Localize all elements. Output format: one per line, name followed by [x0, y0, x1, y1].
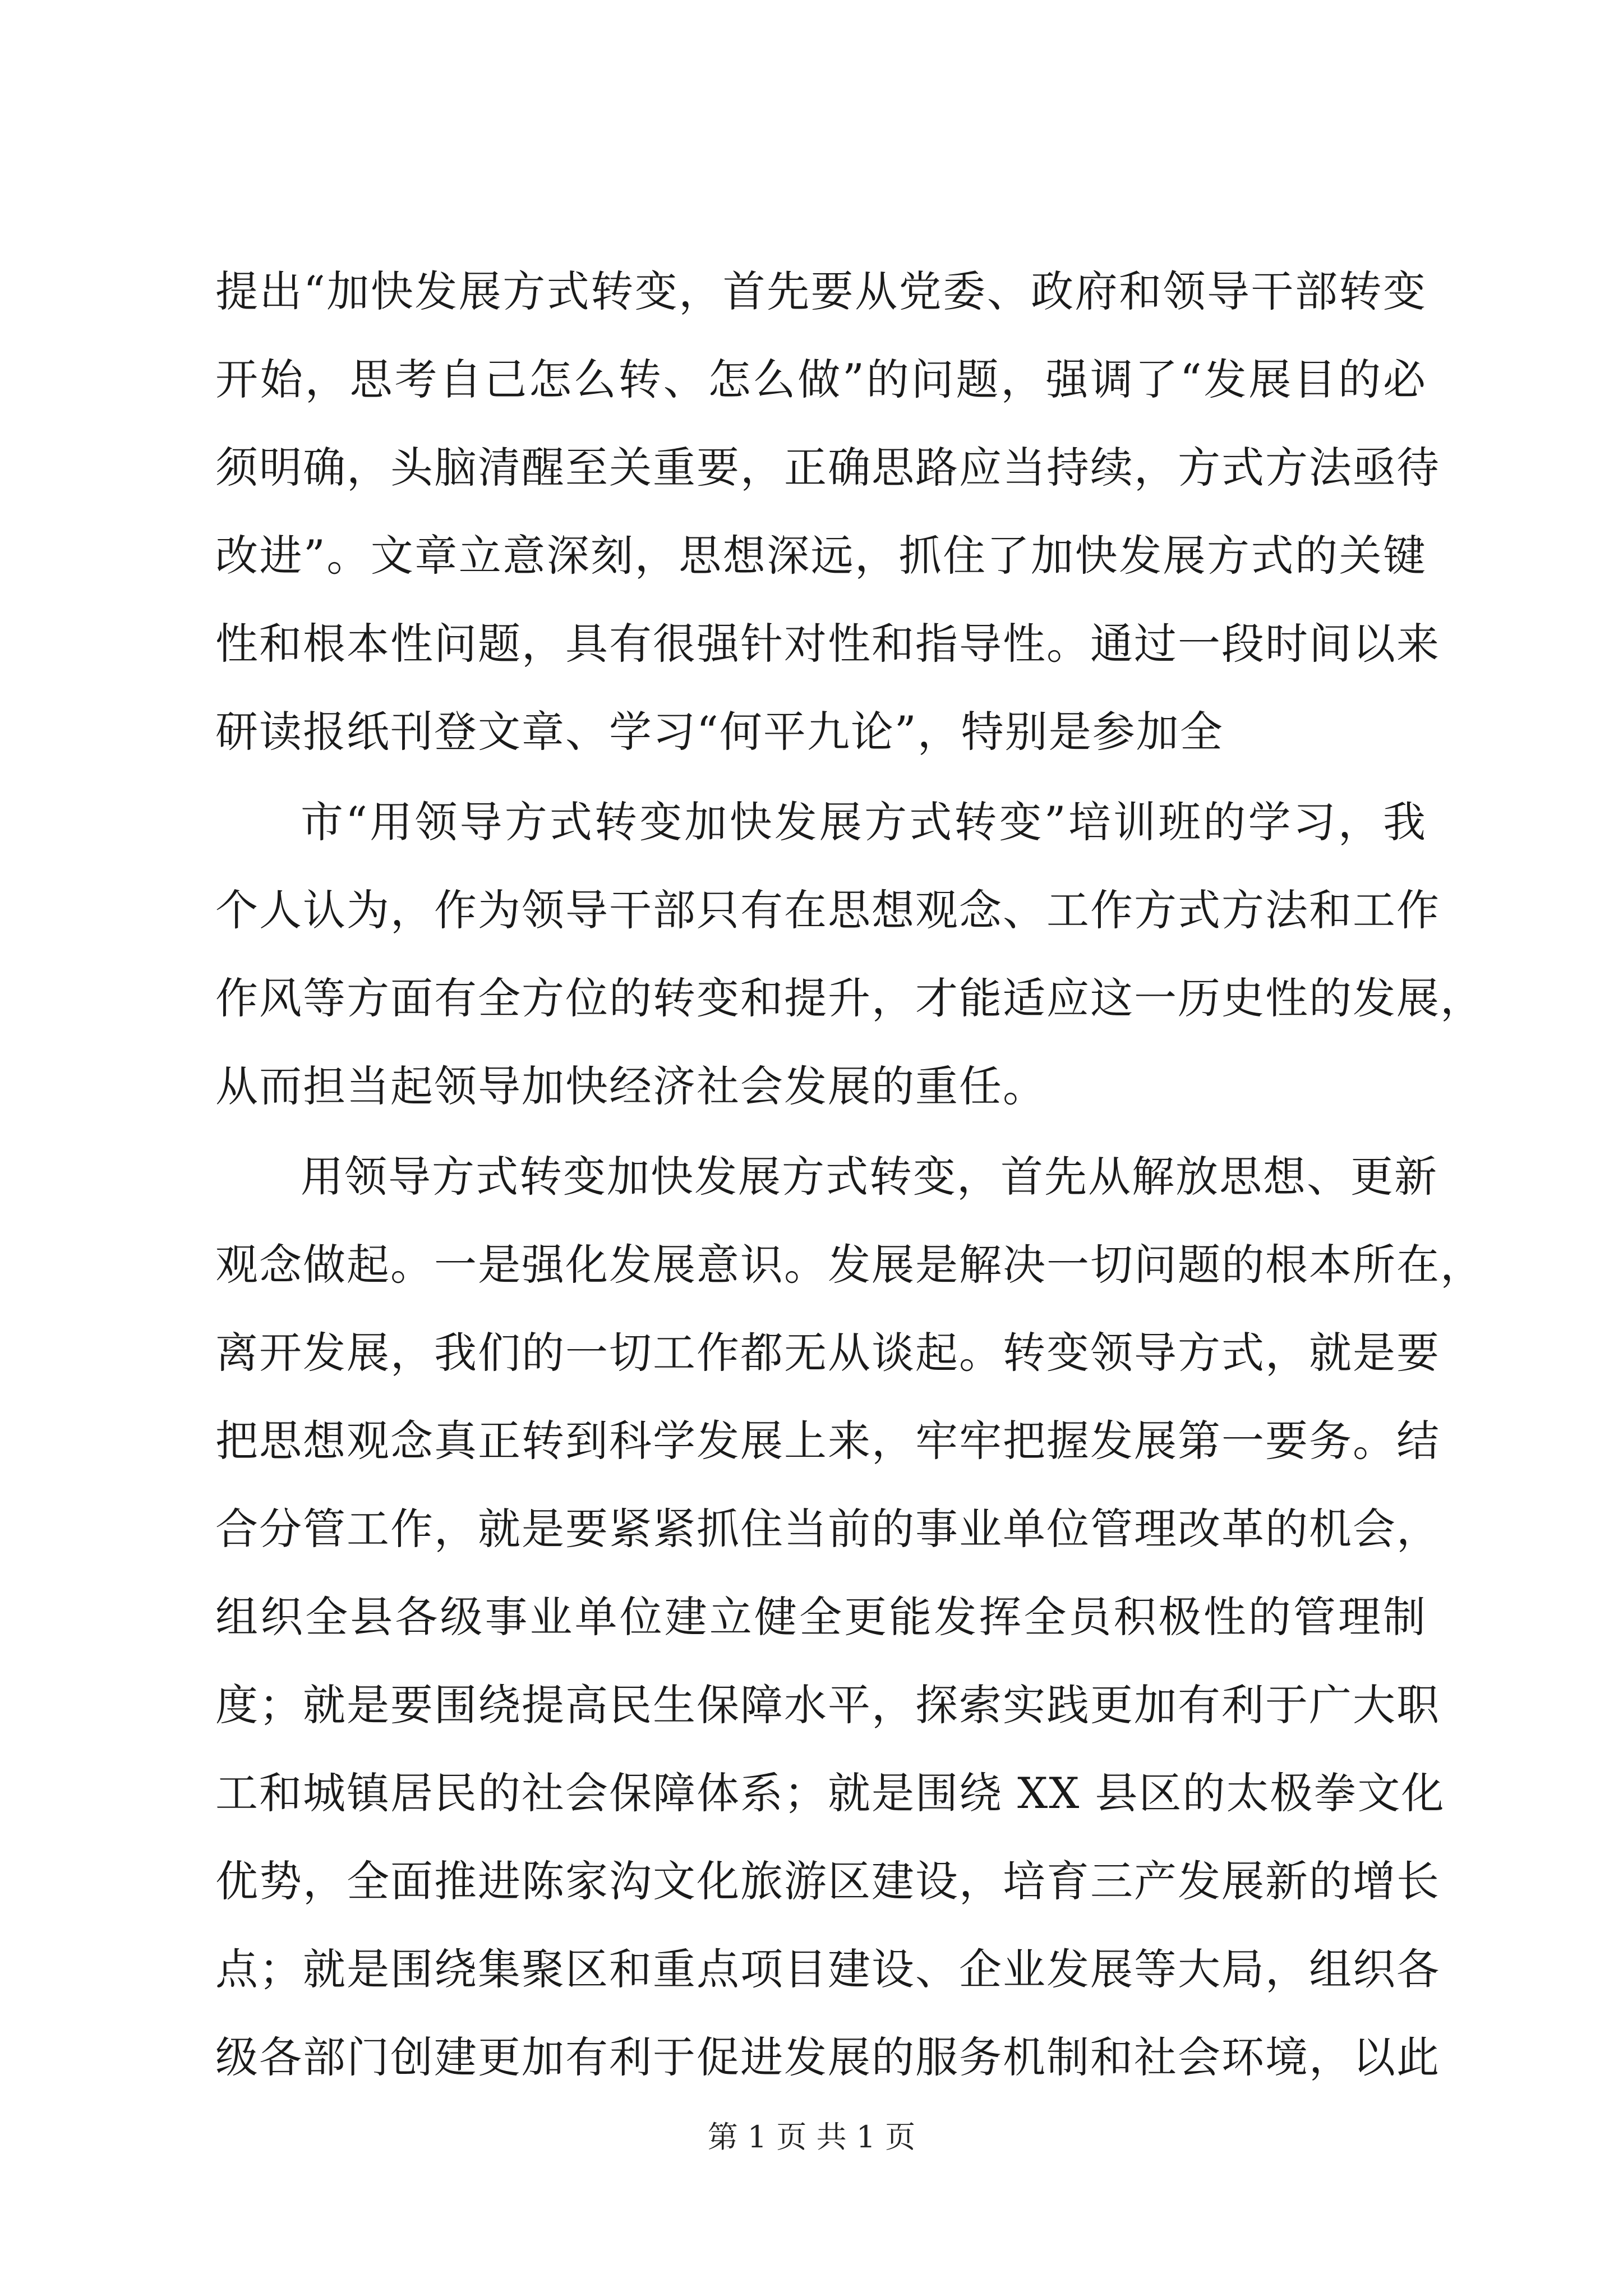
text-line: 把思想观念真正转到科学发展上来，牢牢把握发展第一要务。结 [215, 1416, 1440, 1466]
page-footer [0, 2118, 1623, 2157]
text-line: 提出“加快发展方式转变，首先要从党委、政府和领导干部转变 [215, 266, 1427, 316]
text-line: 改进”。文章立意深刻，思想深远，抓住了加快发展方式的关键 [215, 531, 1427, 581]
text-line: 级各部门创建更加有利于促进发展的服务机制和社会环境，以此 [215, 2032, 1440, 2082]
text-line: 工和城镇居民的社会保障体系；就是围绕 XX 县区的太极拳文化 [215, 1768, 1445, 1818]
text-line: 市“用领导方式转变加快发展方式转变”培训班的学习，我 [301, 797, 1427, 847]
text-line: 组织全县各级事业单位建立健全更能发挥全员积极性的管理制 [215, 1592, 1427, 1642]
text-line: 作风等方面有全方位的转变和提升，才能适应这一历史性的发展， [215, 973, 1484, 1023]
text-line: 离开发展，我们的一切工作都无从谈起。转变领导方式，就是要 [215, 1328, 1440, 1378]
text-line: 优势，全面推进陈家沟文化旅游区建设，培育三产发展新的增长 [215, 1856, 1440, 1906]
text-line: 须明确，头脑清醒至关重要，正确思路应当持续，方式方法亟待 [215, 443, 1440, 493]
text-line: 研读报纸刊登文章、学习“何平九论”，特别是参加全 [215, 707, 1224, 757]
page-number: 第 1 页 共 1 页 [707, 2119, 916, 2155]
text-line: 点；就是围绕集聚区和重点项目建设、企业发展等大局，组织各 [215, 1944, 1440, 1994]
text-line: 个人认为，作为领导干部只有在思想观念、工作方式方法和工作 [215, 885, 1440, 935]
text-line: 从而担当起领导加快经济社会发展的重任。 [215, 1061, 1046, 1111]
text-line: 度；就是要围绕提高民生保障水平，探索实践更加有利于广大职 [215, 1680, 1440, 1730]
text-line: 性和根本性问题，具有很强针对性和指导性。通过一段时间以来 [215, 619, 1440, 669]
text-line: 观念做起。一是强化发展意识。发展是解决一切问题的根本所在， [215, 1240, 1484, 1290]
text-line: 用领导方式转变加快发展方式转变，首先从解放思想、更新 [301, 1152, 1438, 1202]
text-line: 开始，思考自己怎么转、怎么做”的问题，强调了“发展目的必 [215, 355, 1427, 404]
text-line: 合分管工作，就是要紧紧抓住当前的事业单位管理改革的机会， [215, 1504, 1440, 1554]
